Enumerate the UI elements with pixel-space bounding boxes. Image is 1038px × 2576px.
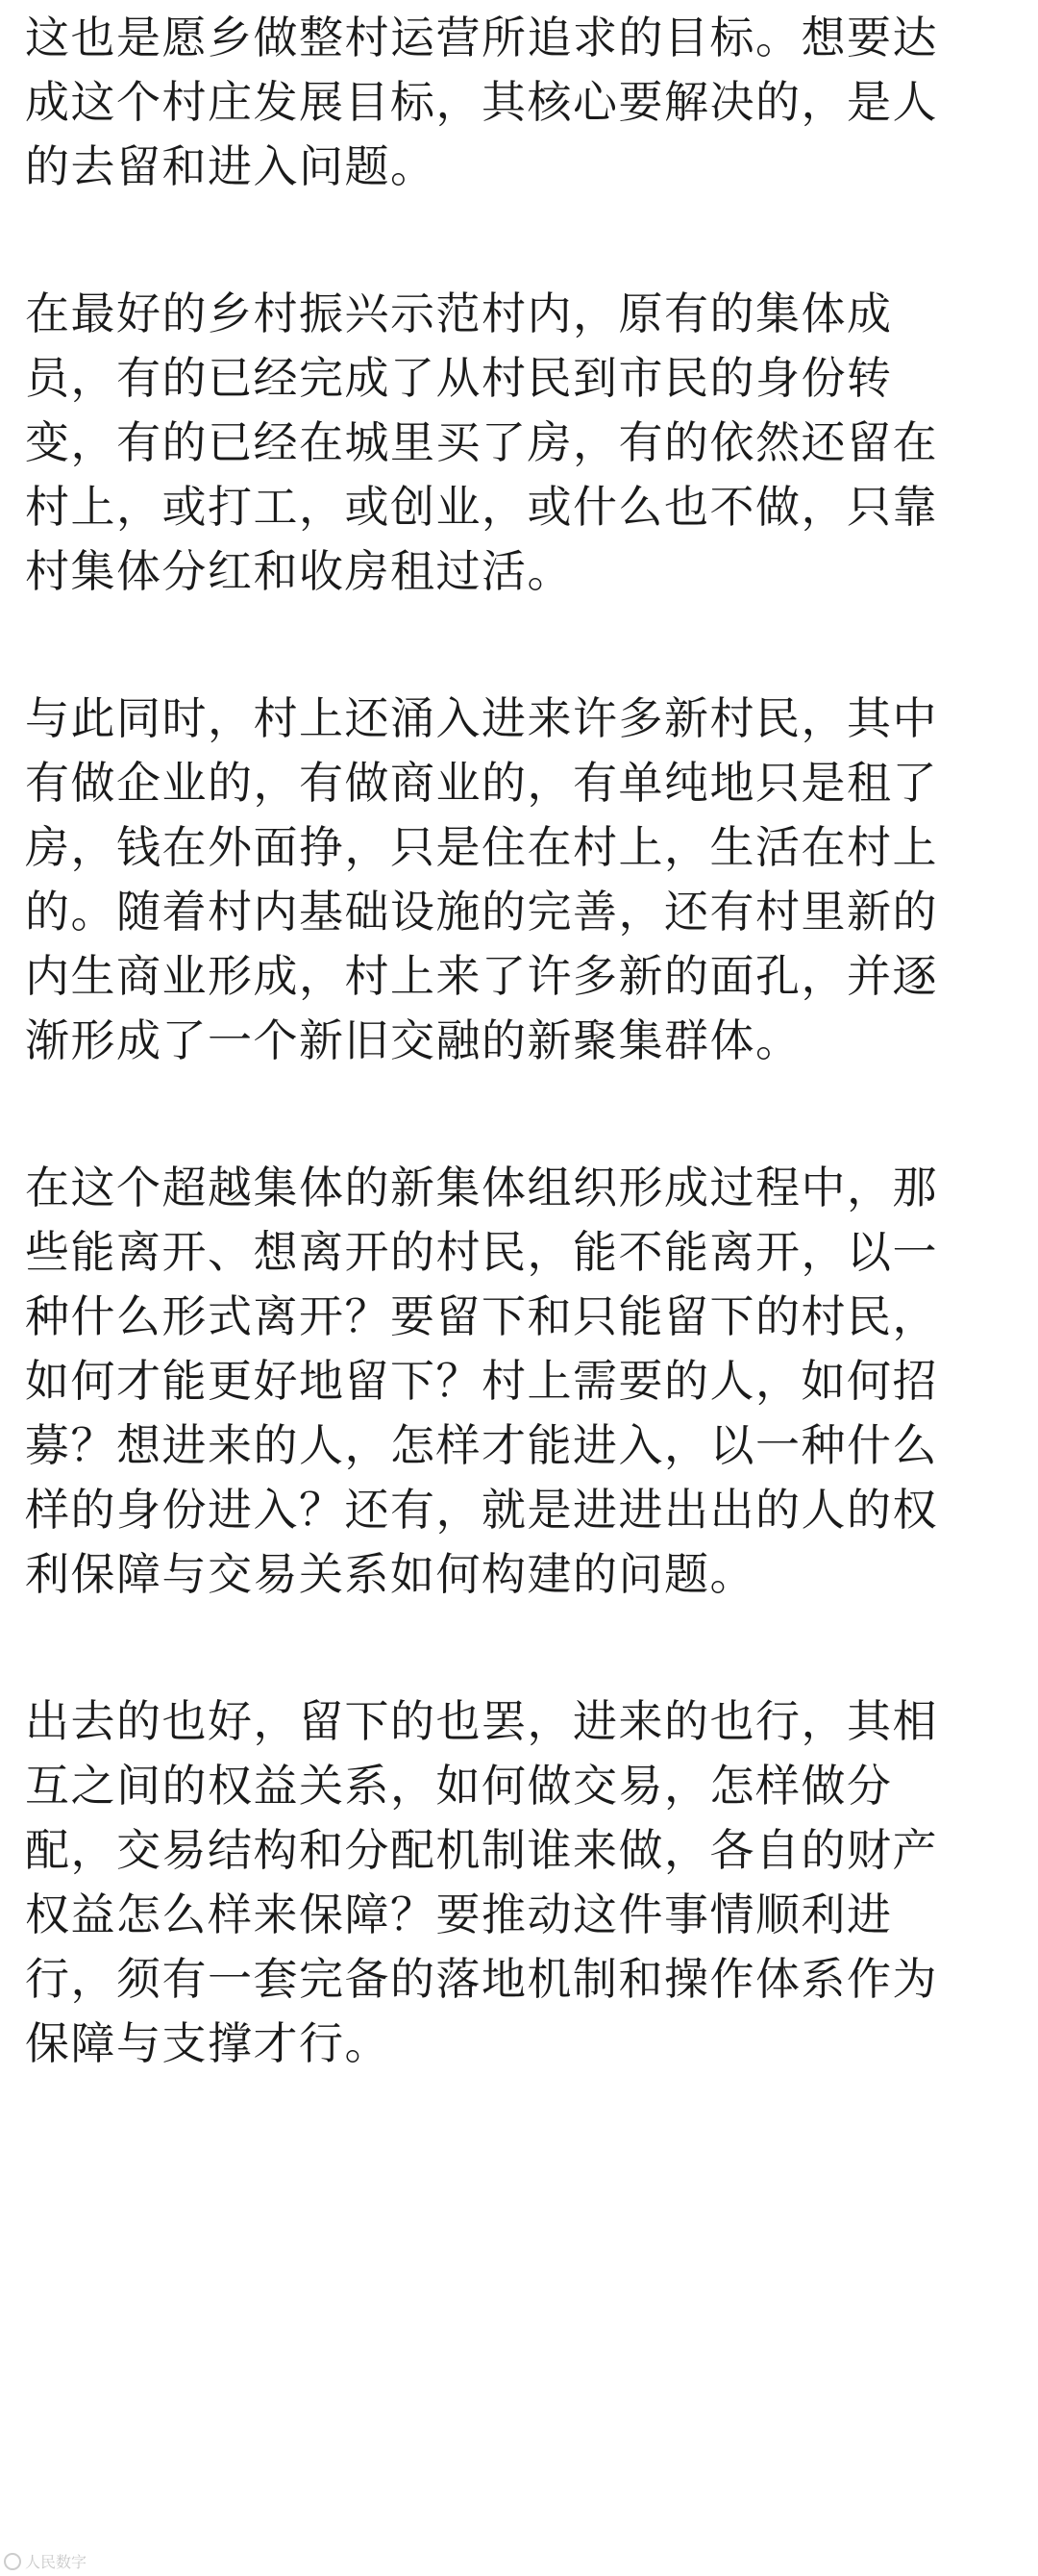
text-line: 房，钱在外面挣，只是住在村上，生活在村上	[25, 821, 938, 873]
text-line: 行，须有一套完备的落地机制和操作体系作为	[25, 1953, 938, 2005]
text-line: 如何才能更好地留下？村上需要的人，如何招	[25, 1355, 938, 1407]
text-line: 变，有的已经在城里买了房，有的依然还留在	[25, 416, 938, 468]
text-line: 在这个超越集体的新集体组织形成过程中，那	[25, 1162, 938, 1213]
text-line: 的。随着村内基础设施的完善，还有村里新的	[25, 886, 938, 938]
text-line: 种什么形式离开？要留下和只能留下的村民，	[25, 1290, 938, 1342]
text-line: 配，交易结构和分配机制谁来做，各自的财产	[25, 1824, 938, 1876]
text-line: 互之间的权益关系，如何做交易，怎样做分	[25, 1760, 893, 1812]
text-line: 保障与支撑才行。	[25, 2017, 390, 2069]
text-line: 募？想进来的人，怎样才能进入，以一种什么	[25, 1419, 938, 1471]
text-line: 有做企业的，有做商业的，有单纯地只是租了	[25, 757, 938, 809]
paragraph-5	[25, 1689, 1019, 2076]
text-line: 在最好的乡村振兴示范村内，原有的集体成	[25, 288, 893, 339]
paragraph-4	[25, 1156, 1019, 1607]
text-line: 与此同时，村上还涌入进来许多新村民，其中	[25, 692, 938, 744]
text-line: 员，有的已经完成了从村民到市民的身份转	[25, 352, 893, 404]
text-line: 这也是愿乡做整村运营所追求的目标。想要达	[25, 12, 938, 63]
text-line: 的去留和进入问题。	[25, 140, 436, 192]
paragraph-3	[25, 687, 1019, 1073]
text-line: 些能离开、想离开的村民，能不能离开，以一	[25, 1226, 938, 1278]
text-line: 样的身份进入？还有，就是进进出出的人的权	[25, 1484, 938, 1536]
text-line: 成这个村庄发展目标，其核心要解决的，是人	[25, 76, 938, 128]
watermark-text: 人民数字	[25, 2553, 87, 2571]
watermark	[4, 2550, 86, 2572]
text-line: 权益怎么样来保障？要推动这件事情顺利进	[25, 1888, 893, 1940]
paragraph-2	[25, 282, 1019, 604]
text-line: 村集体分红和收房租过活。	[25, 545, 573, 597]
text-line: 村上，或打工，或创业，或什么也不做，只靠	[25, 481, 938, 533]
text-line: 出去的也好，留下的也罢，进来的也行，其相	[25, 1695, 938, 1747]
paragraph-1	[25, 6, 1019, 199]
article-body	[25, 6, 1019, 2159]
text-line: 渐形成了一个新旧交融的新聚集群体。	[25, 1014, 802, 1066]
text-line: 利保障与交易关系如何构建的问题。	[25, 1548, 755, 1600]
text-line: 内生商业形成，村上来了许多新的面孔，并逐	[25, 950, 938, 1002]
circle-logo-icon	[4, 2553, 21, 2570]
